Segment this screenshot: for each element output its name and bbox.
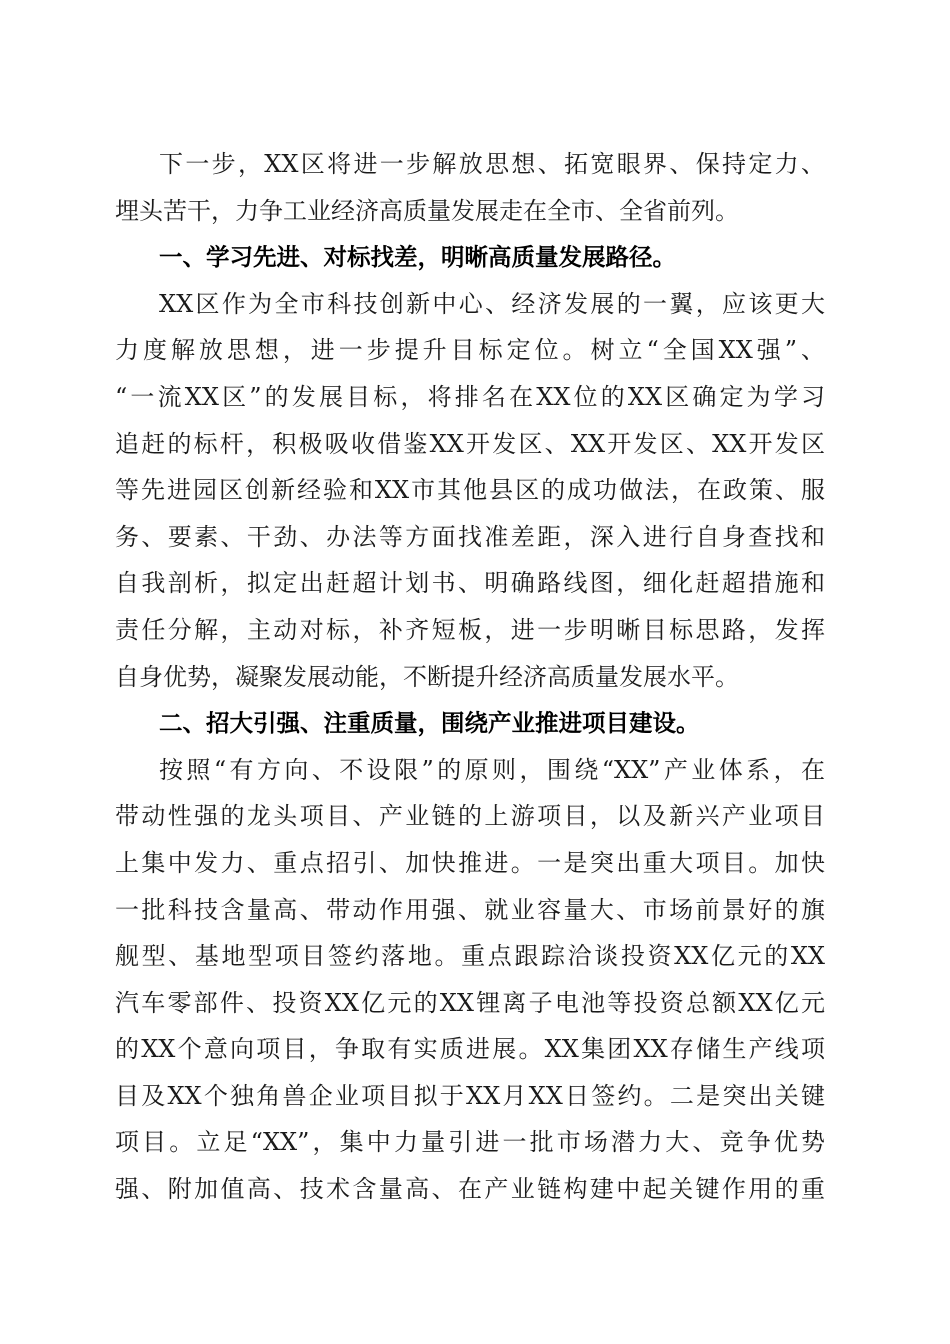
- intro-line-1: 下一步，XX区将进一步解放思想、拓宽眼界、保持定力、: [159, 150, 825, 178]
- section-2-line-10: 强、附加值高、技术含量高、在产业链构建中起关键作用的重: [115, 1175, 825, 1204]
- section-1-line-2: 力度解放思想，进一步提升目标定位。树立“全国XX强”、: [115, 336, 825, 365]
- section-1-heading: 一、学习先进、对标找差，明晰高质量发展路径。: [159, 243, 676, 272]
- section-1-line-9: 自身优势，凝聚发展动能，不断提升经济高质量发展水平。: [115, 662, 739, 691]
- section-2-line-4: 一批科技含量高、带动作用强、就业容量大、市场前景好的旗: [115, 895, 825, 924]
- section-1-line-8: 责任分解，主动对标，补齐短板，进一步明晰目标思路，发挥: [115, 615, 825, 644]
- section-1-line-6: 务、要素、干劲、办法等方面找准差距，深入进行自身查找和: [115, 522, 825, 551]
- section-2-line-1: 按照“有方向、不设限”的原则，围绕“XX”产业体系，在: [159, 755, 825, 784]
- section-2-line-6: 汽车零部件、投资XX亿元的XX锂离子电池等投资总额XX亿元: [115, 988, 825, 1017]
- section-1-line-7: 自我剖析，拟定出赶超计划书、明确路线图，细化赶超措施和: [115, 569, 825, 598]
- section-1-line-4: 追赶的标杆，积极吸收借鉴XX开发区、XX开发区、XX开发区: [115, 429, 825, 458]
- section-1-line-5: 等先进园区创新经验和XX市其他县区的成功做法，在政策、服: [115, 476, 825, 505]
- section-2-line-7: 的XX个意向项目，争取有实质进展。XX集团XX存储生产线项: [115, 1035, 825, 1064]
- section-2-line-3: 上集中发力、重点招引、加快推进。一是突出重大项目。加快: [115, 848, 825, 877]
- section-1-line-1: XX区作为全市科技创新中心、经济发展的一翼，应该更大: [159, 289, 825, 318]
- intro-line-2: 埋头苦干，力争工业经济高质量发展走在全市、全省前列。: [115, 196, 739, 225]
- section-2-line-5: 舰型、基地型项目签约落地。重点跟踪洽谈投资XX亿元的XX: [115, 942, 825, 971]
- section-2-line-9: 项目。立足“XX”，集中力量引进一批市场潜力大、竞争优势: [115, 1128, 825, 1157]
- document-body: [115, 141, 825, 1213]
- section-2-line-2: 带动性强的龙头项目、产业链的上游项目，以及新兴产业项目: [115, 802, 825, 831]
- section-1-line-3: “一流XX区”的发展目标，将排名在XX位的XX区确定为学习: [115, 382, 825, 411]
- section-2-line-8: 目及XX个独角兽企业项目拟于XX月XX日签约。二是突出关键: [115, 1081, 825, 1110]
- section-2-heading: 二、招大引强、注重质量，围绕产业推进项目建设。: [159, 709, 700, 738]
